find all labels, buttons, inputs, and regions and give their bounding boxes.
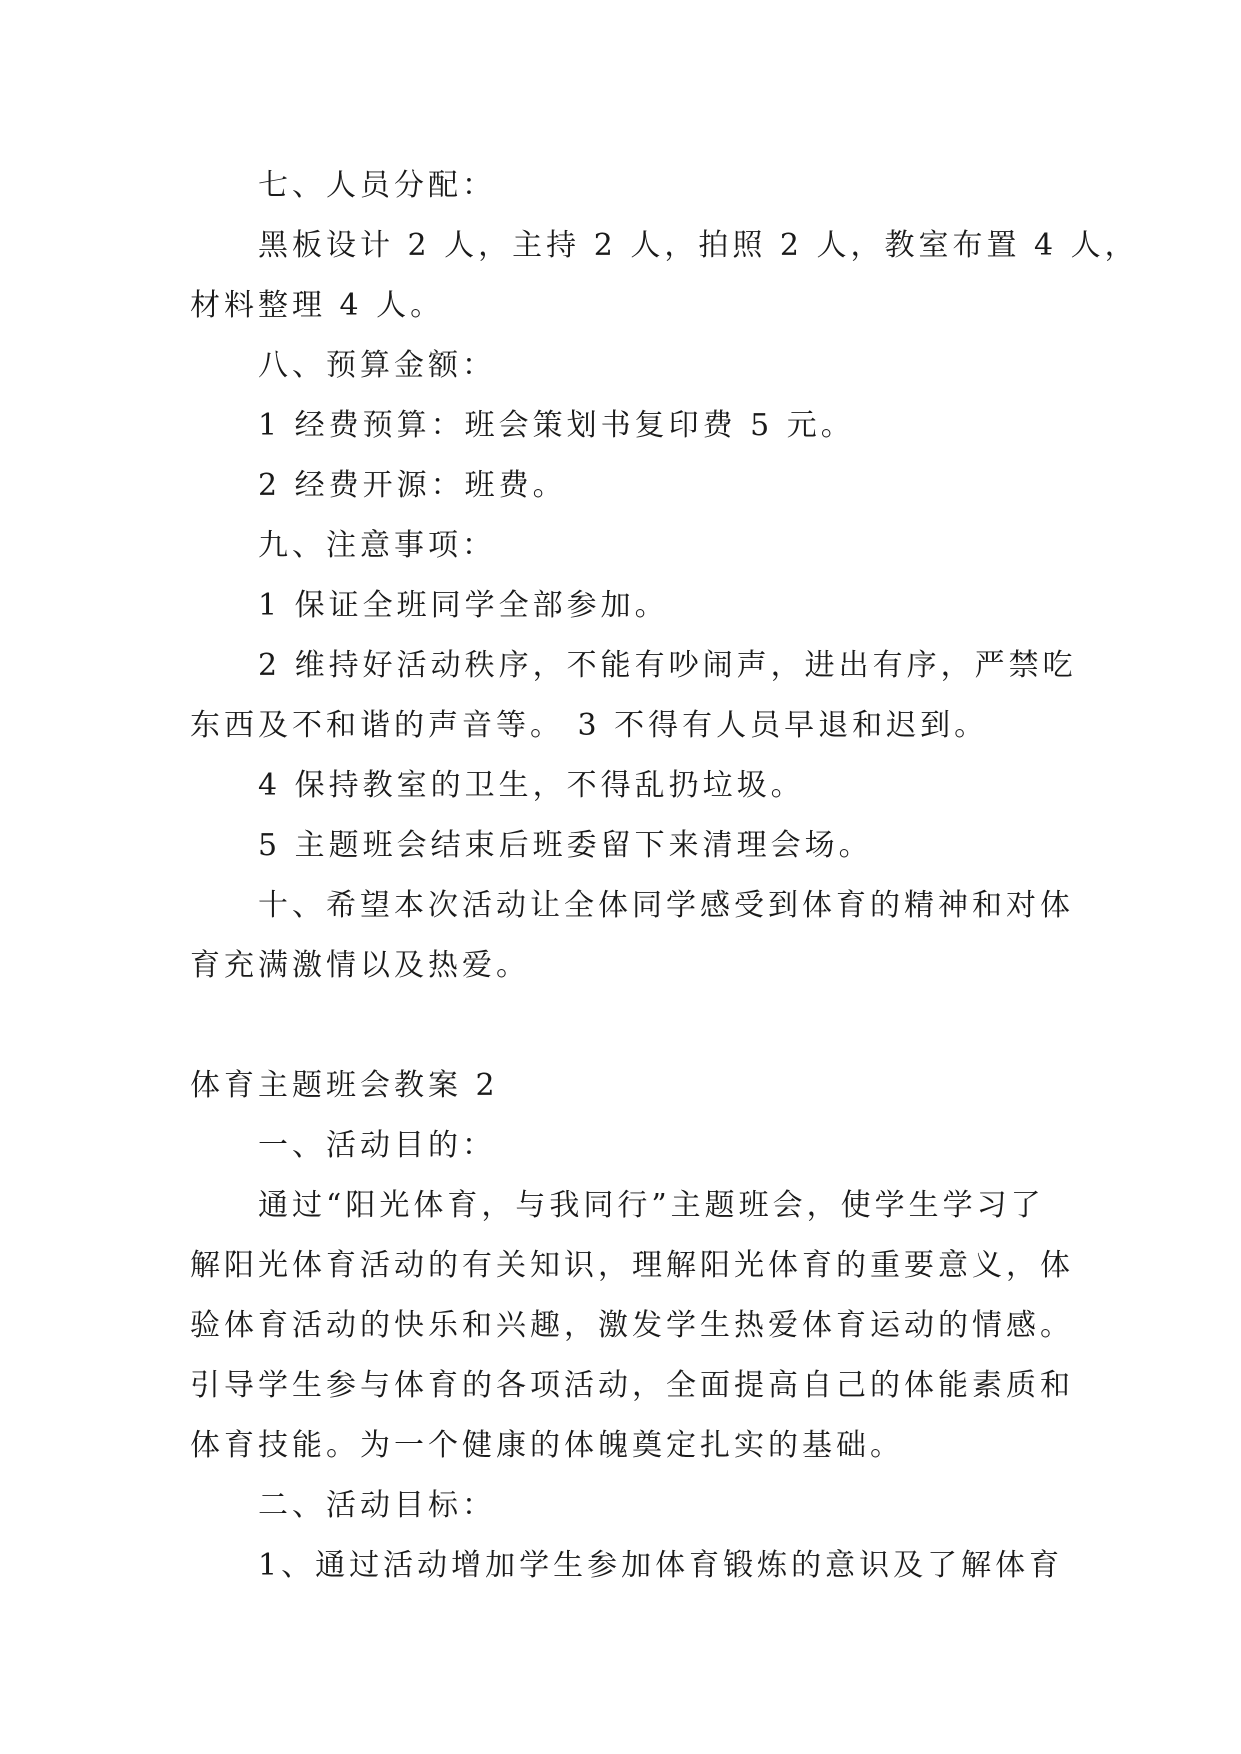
heading-activity-goals: 二、活动目标： xyxy=(258,1488,496,1523)
paragraph-line: 5 主题班会结束后班委留下来清理会场。 xyxy=(258,828,873,863)
paragraph-line: 十、希望本次活动让全体同学感受到体育的精神和对体 xyxy=(258,888,1074,923)
paragraph-line: 解阳光体育活动的有关知识，理解阳光体育的重要意义，体 xyxy=(190,1248,1074,1283)
heading-personnel-allocation: 七、人员分配： xyxy=(258,168,496,203)
paragraph-line: 验体育活动的快乐和兴趣，激发学生热爱体育运动的情感。 xyxy=(190,1308,1074,1343)
heading-budget: 八、预算金额： xyxy=(258,348,496,383)
paragraph-line: 育充满激情以及热爱。 xyxy=(190,948,530,983)
paragraph-line: 通过“阳光体育，与我同行”主题班会，使学生学习了 xyxy=(258,1188,1045,1223)
paragraph-line: 4 保持教室的卫生，不得乱扔垃圾。 xyxy=(258,768,805,803)
heading-activity-purpose: 一、活动目的： xyxy=(258,1128,496,1163)
paragraph-line: 1 保证全班同学全部参加。 xyxy=(258,588,669,623)
paragraph-line: 东西及不和谐的声音等。 3 不得有人员早退和迟到。 xyxy=(190,708,989,743)
paragraph-line: 材料整理 4 人。 xyxy=(190,288,445,323)
paragraph-line: 1、通过活动增加学生参加体育锻炼的意识及了解体育 xyxy=(258,1548,1064,1583)
paragraph-line: 体育技能。为一个健康的体魄奠定扎实的基础。 xyxy=(190,1428,904,1463)
paragraph-line: 2 经费开源：班费。 xyxy=(258,468,567,503)
heading-notes: 九、注意事项： xyxy=(258,528,496,563)
section-title: 体育主题班会教案 2 xyxy=(190,1068,499,1103)
paragraph-line: 引导学生参与体育的各项活动，全面提高自己的体能素质和 xyxy=(190,1368,1074,1403)
paragraph-line: 黑板设计 2 人，主持 2 人，拍照 2 人，教室布置 4 人， xyxy=(258,228,1139,263)
paragraph-line: 2 维持好活动秩序，不能有吵闹声，进出有序，严禁吃 xyxy=(258,648,1077,683)
paragraph-line: 1 经费预算：班会策划书复印费 5 元。 xyxy=(258,408,855,443)
